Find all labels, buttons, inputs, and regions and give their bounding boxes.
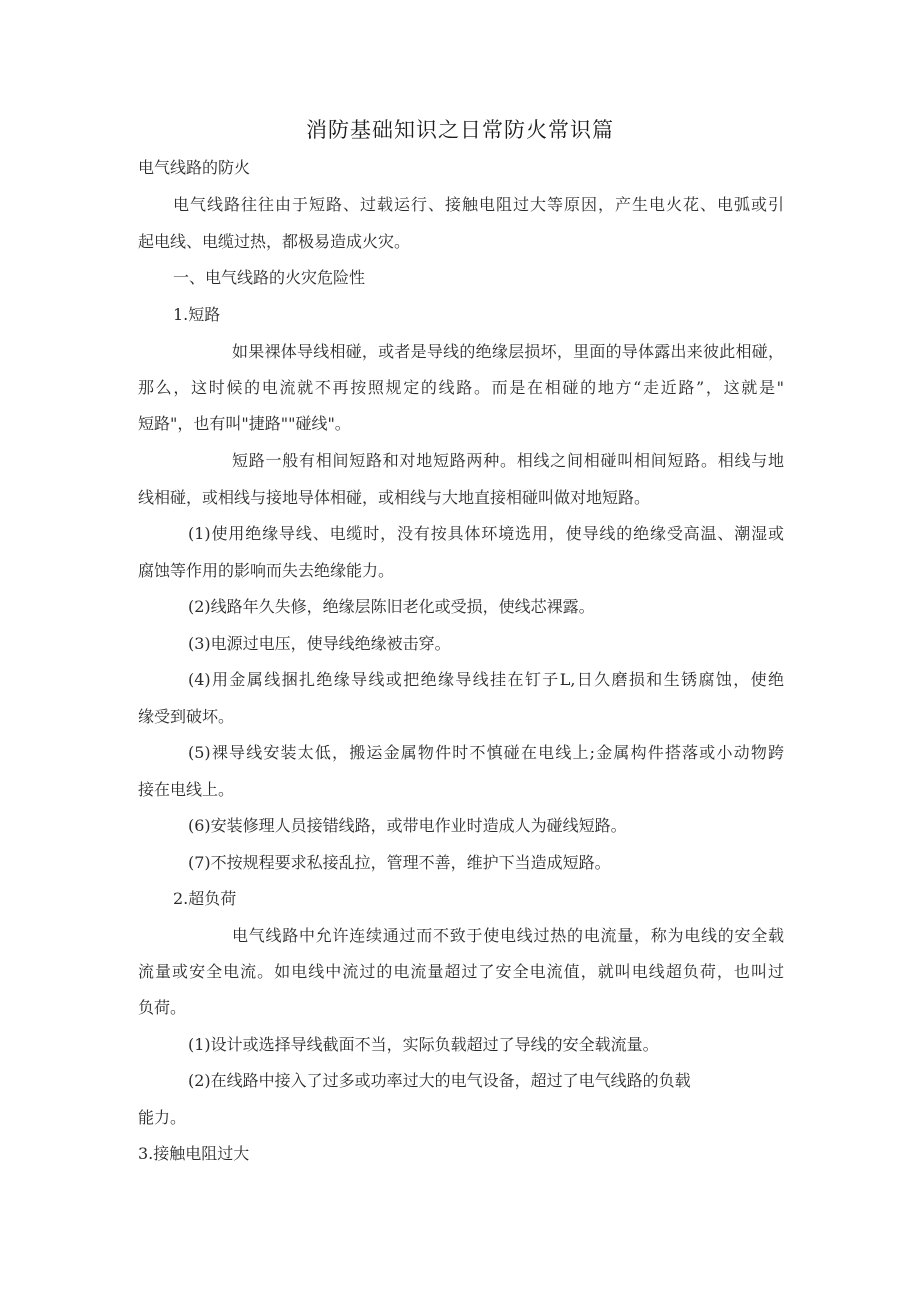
list-item-line: (3)电源过电压，使导线绝缘被击穿。 (188, 634, 451, 653)
list-item-line: 缘受到破坏。 (138, 707, 235, 726)
paragraph-line: 电气线路往往由于短路、过载运行、接触电阻过大等原因，产生电火花、电弧或引 (173, 195, 784, 214)
paragraph-line: 如果裸体导线相碰，或者是导线的绝缘层损坏，里面的导体露出来彼此相碰， (232, 342, 784, 361)
paragraph-line: 短路一般有相间短路和对地短路两种。相线之间相碰叫相间短路。相线与地 (232, 451, 784, 470)
list-item-line: (2)在线路中接入了过多或功率过大的电气设备，超过了电气线路的负载 (188, 1071, 691, 1090)
document-title: 消防基础知识之日常防火常识篇 (306, 118, 614, 142)
list-item-line: 接在电线上。 (138, 780, 235, 799)
item-heading: 1.短路 (173, 305, 221, 324)
section-heading: 电气线路的防火 (138, 158, 251, 177)
list-item-line: (5)裸导线安装太低，搬运金属物件时不慎碰在电线上;金属构件搭落或小动物跨 (188, 743, 784, 762)
paragraph-line: 起电线、电缆过热，都极易造成火灾。 (138, 232, 411, 251)
item-heading: 2.超负荷 (173, 889, 237, 908)
subsection-heading: 一、电气线路的火灾危险性 (173, 268, 366, 287)
paragraph-line: 电气线路中允许连续通过而不致于使电线过热的电流量，称为电线的安全载 (232, 926, 784, 945)
list-item-line: 腐蚀等作用的影响而失去绝缘能力。 (138, 561, 395, 580)
paragraph-line: 那么，这时候的电流就不再按照规定的线路。而是在相碰的地方“走近路”，这就是" (138, 378, 784, 397)
paragraph-line: 线相碰，或相线与接地导体相碰，或相线与大地直接相碰叫做对地短路。 (138, 488, 651, 507)
paragraph-line: 流量或安全电流。如电线中流过的电流量超过了安全电流值，就叫电线超负荷，也叫过 (138, 962, 784, 981)
item-heading: 3.接触电阻过大 (138, 1144, 250, 1163)
list-item-line: (1)使用绝缘导线、电缆时，没有按具体环境选用，使导线的绝缘受高温、潮湿或 (188, 524, 784, 543)
list-item-line: (1)设计或选择导线截面不当，实际负载超过了导线的安全载流量。 (188, 1035, 659, 1054)
paragraph-line: 负荷。 (138, 998, 187, 1017)
paragraph-line: 短路"，也有叫"捷路""碰线"。 (138, 414, 351, 433)
list-item-line: (2)线路年久失修，绝缘层陈旧老化或受损，使线芯裸露。 (188, 597, 595, 616)
list-item-line: (7)不按规程要求私接乱拉，管理不善，维护下当造成短路。 (188, 853, 611, 872)
list-item-line: (6)安装修理人员接错线路，或带电作业时造成人为碰线短路。 (188, 816, 627, 835)
list-item-line: 能力。 (138, 1108, 187, 1127)
list-item-line: (4)用金属线捆扎绝缘导线或把绝缘导线挂在钉子L,日久磨损和生锈腐蚀，使绝 (188, 670, 784, 689)
